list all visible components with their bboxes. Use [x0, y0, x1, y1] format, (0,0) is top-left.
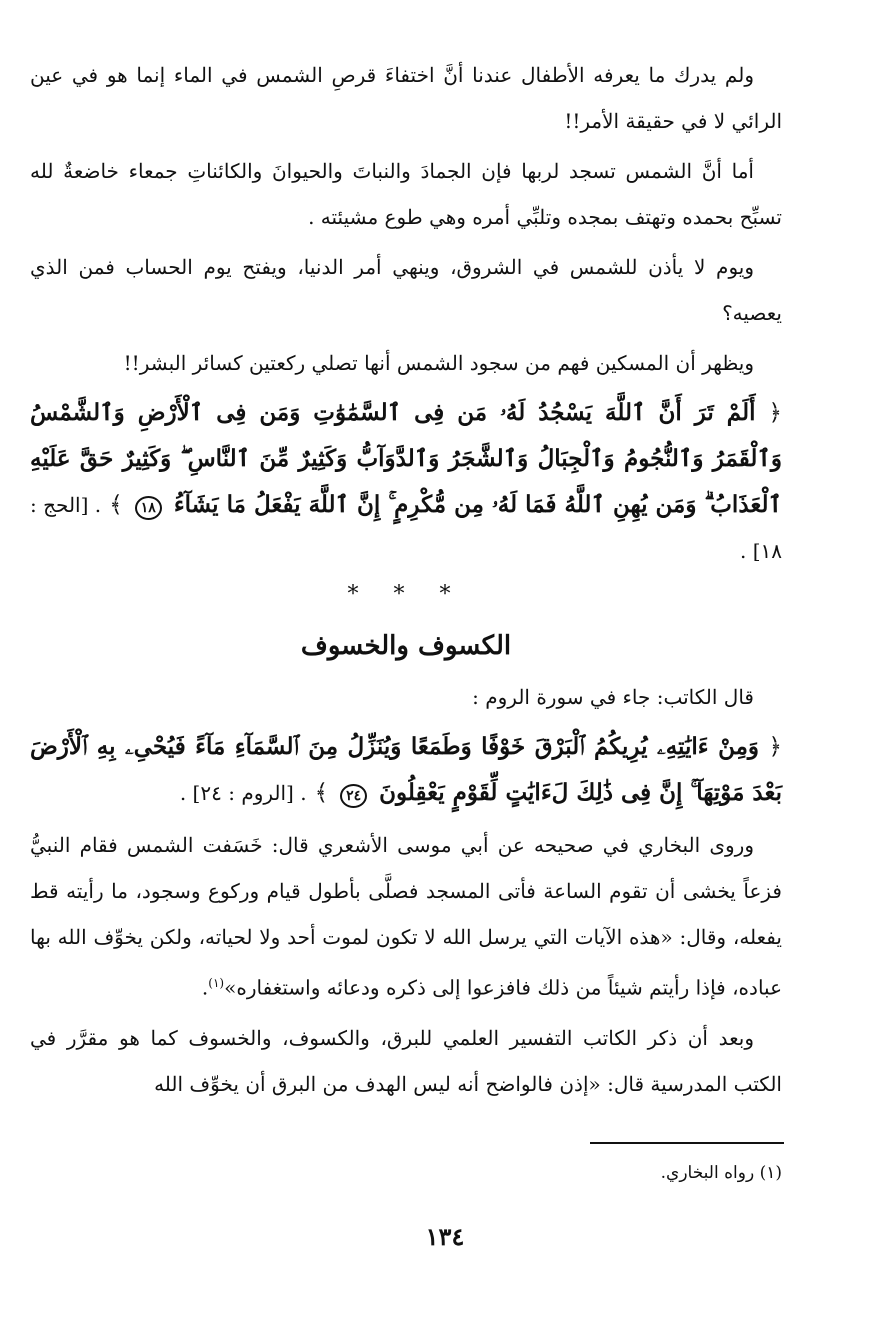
footnote: (١) رواه البخاري.: [660, 1163, 782, 1183]
footnote-divider: [590, 1142, 784, 1144]
paragraph: أما أنَّ الشمس تسجد لربها فإن الجمادَ والنباتَ والحيوانَ والكائناتِ جمعاء خاضعةٌ لله تسبِّح بحمده وتهتف بمجده وتلبِّي أمره وهي طوع مشيئته .: [30, 159, 782, 229]
verse-close-bracket: ﴾: [109, 492, 123, 518]
verse-text: وَمِنْ ءَايَٰتِهِۦ يُرِيكُمُ ٱلْبَرْقَ خَوْفًا وَطَمَعًا وَيُنَزِّلُ مِنَ ٱلسَّمَآءِ مَآءً فَيُحْىِۦ بِهِ ٱلْأَرْضَ بَعْدَ مَوْتِهَآ ۚ إِنَّ فِى ذَٰلِكَ لَءَايَٰتٍ لِّقَوْمٍ يَعْقِلُونَ: [30, 733, 782, 806]
verse-open-bracket: ﴿: [768, 734, 783, 760]
verse-reference: . [الروم : ٢٤] .: [179, 781, 307, 805]
hadith-text: وروى البخاري في صحيحه عن أبي موسى الأشعري قال: خَسَفت الشمس فقام النبيُّ فزعاً يخشى أن تقوم الساعة فأتى المسجد فصلَّى بأطول قيام وركوع وسجود، ما رأيته قط يفعله، وقال: «هذه الآيات التي يرسل الله لا تكون لموت أحد ولا لحياته، ولكن يخوِّف الله بها عباده، فإذا رأيتم شيئاً من ذلك فافزعوا إلى ذكره ودعائه واستغفاره»: [30, 833, 782, 1000]
paragraph: ولم يدرك ما يعرفه الأطفال عندنا أنَّ اختفاءَ قرصِ الشمس في الماء إنما هو في عين الرائي لا في حقيقة الأمر!!: [30, 63, 782, 133]
paragraph: ويوم لا يأذن للشمس في الشروق، وينهي أمر الدنيا، ويفتح يوم الحساب فمن الذي يعصيه؟: [30, 255, 782, 325]
quran-verse-hajj: [30, 390, 782, 574]
verse-text: أَلَمْ تَرَ أَنَّ ٱللَّهَ يَسْجُدُ لَهُۥ مَن فِى ٱلسَّمَٰوَٰتِ وَمَن فِى ٱلْأَرْضِ وَٱلشَّمْسُ وَٱلْقَمَرُ وَٱلنُّجُومُ وَٱلْجِبَالُ وَٱلشَّجَرُ وَٱلدَّوَآبُّ وَكَثِيرٌ مِّنَ ٱلنَّاسِ ۖ وَكَثِيرٌ حَقَّ عَلَيْهِ ٱلْعَذَابُ ۗ وَمَن يُهِنِ ٱللَّهُ فَمَا لَهُۥ مِن مُّكْرِمٍ ۚ إِنَّ ٱللَّهَ يَفْعَلُ مَا يَشَآءُ: [30, 399, 782, 518]
ayah-number: ١٨: [135, 496, 162, 520]
footnote-marker: (١): [208, 976, 225, 990]
quran-verse-rum: [30, 724, 782, 816]
hadith-paragraph: [30, 822, 782, 1011]
paragraph: وبعد أن ذكر الكاتب التفسير العلمي للبرق، والكسوف، والخسوف كما هو مقرَّر في الكتب المدرسية قال: «إذن فالواضح أنه ليس الهدف من البرق أن يخوِّف الله: [30, 1025, 782, 1096]
page-number: ١٣٤: [425, 1222, 465, 1251]
section-separator: * * *: [347, 582, 465, 607]
paragraph: ويظهر أن المسكين فهم من سجود الشمس أنها تصلي ركعتين كسائر البشر!!: [123, 351, 754, 375]
verse-close-bracket: ﴾: [314, 780, 329, 806]
section-title: الكسوف والخسوف: [300, 631, 512, 661]
hadith-end: .: [201, 975, 209, 1000]
verse-open-bracket: ﴿: [768, 400, 782, 426]
intro-line: قال الكاتب: جاء في سورة الروم :: [472, 685, 754, 709]
ayah-number: ٢٤: [340, 784, 367, 808]
page-body: [30, 52, 782, 1111]
verse-reference: . [الحج : ١٨] .: [30, 493, 782, 563]
